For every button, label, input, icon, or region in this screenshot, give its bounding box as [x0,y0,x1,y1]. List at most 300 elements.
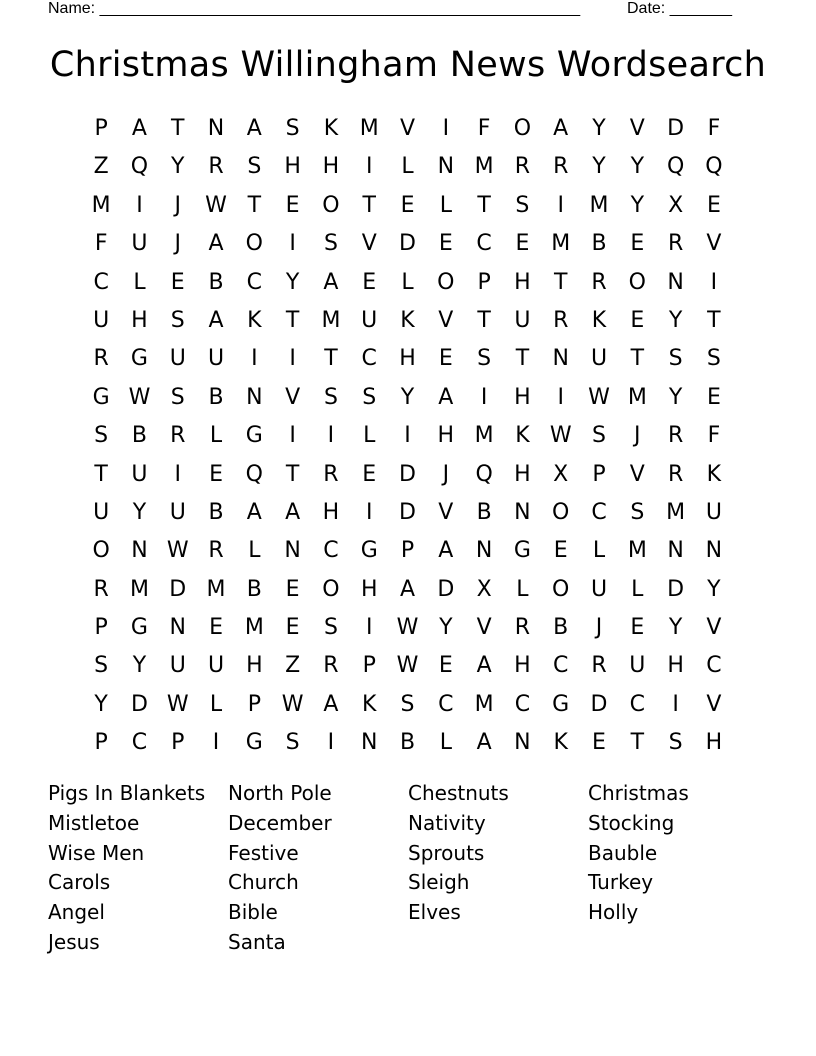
word-list-item: Wise Men [48,840,145,865]
grid-cell: D [130,691,148,717]
grid-cell: H [437,423,455,449]
grid-cell: E [706,384,721,410]
grid-cell: V [438,499,454,525]
grid-cell: A [476,653,492,679]
grid-cell: U [169,653,186,679]
grid-cell: M [91,192,111,218]
word-list-item: Turkey [588,870,654,895]
grid-cell: H [246,653,263,679]
grid-cell: T [477,307,491,333]
grid-cell: N [284,538,301,564]
grid-cell: S [94,653,109,679]
grid-cell: D [399,499,416,525]
grid-cell: R [93,346,109,372]
grid-cell: U [93,307,110,333]
word-list-item: Holly [588,900,639,925]
grid-cell: V [399,116,416,141]
grid-cell: O [92,538,110,564]
word-list-item: Stocking [588,810,675,835]
grid-cell: C [131,730,148,756]
grid-cell: E [285,192,300,218]
grid-cell: S [323,231,338,257]
grid-cell: M [359,116,379,141]
grid-cell: S [592,423,606,449]
grid-cell: P [400,538,415,564]
grid-cell: I [212,730,220,756]
grid-cell: E [438,653,453,679]
grid-cell: V [438,307,454,333]
grid-cell: M [474,154,494,180]
grid-cell: Y [592,116,606,141]
grid-cell: F [477,116,491,141]
grid-cell: V [285,384,301,410]
grid-cell: I [480,384,488,410]
grid-cell: I [365,154,373,180]
grid-cell: B [131,423,147,449]
grid-cell: G [552,691,570,717]
grid-cell: N [360,730,378,756]
grid-cell: I [289,346,296,372]
grid-cell: W [281,691,304,717]
grid-cell: O [513,116,532,141]
grid-cell: J [174,231,181,257]
grid-cell: E [285,576,300,602]
grid-cell: F [707,423,721,449]
grid-cell: Y [592,154,606,180]
grid-cell: N [705,538,723,564]
grid-cell: I [404,423,411,449]
grid-cell: S [630,499,645,525]
grid-cell: A [323,691,339,717]
grid-cell: E [438,231,453,257]
grid-cell: U [93,499,110,525]
grid-cell: H [284,154,301,180]
grid-cell: M [627,538,647,564]
grid-cell: K [515,423,530,449]
grid-cell: H [360,576,378,602]
grid-cell: X [553,461,569,487]
grid-cell: U [629,653,646,679]
grid-cell: H [514,653,531,679]
grid-cell: W [166,538,189,564]
grid-cell: T [707,307,721,333]
grid-cell: Q [705,154,723,180]
word-list-item: Elves [408,900,461,925]
grid-cell: Y [668,615,683,641]
grid-cell: D [399,461,416,487]
grid-cell: N [169,615,186,641]
grid-cell: S [247,154,262,180]
grid-cell: E [630,307,645,333]
grid-cell: Y [668,307,683,333]
grid-cell: R [667,423,684,449]
grid-cell: C [323,538,339,564]
grid-cell: P [592,461,606,487]
grid-cell: I [289,423,296,449]
grid-cell: A [246,499,262,525]
grid-cell: I [174,461,181,487]
grid-cell: V [361,231,377,257]
name-label: Name: ______________________________________________________ [48,0,581,17]
grid-cell: R [514,615,531,641]
grid-cell: Y [171,154,185,180]
grid-cell: R [667,461,684,487]
grid-cell: Z [93,154,109,180]
grid-cell: U [131,231,148,257]
grid-cell: S [323,384,338,410]
grid-cell: E [438,346,453,372]
word-list-item: Sprouts [408,840,485,865]
grid-cell: Y [400,384,415,410]
grid-cell: T [247,192,262,218]
grid-cell: K [323,116,339,141]
grid-cell: K [591,307,607,333]
grid-cell: A [438,538,454,564]
grid-cell: T [324,346,338,372]
grid-cell: M [551,231,571,257]
grid-cell: R [323,461,339,487]
grid-cell: L [401,154,414,180]
grid-cell: X [476,576,492,602]
grid-cell: T [171,116,185,141]
grid-cell: S [170,384,185,410]
grid-cell: T [285,307,300,333]
grid-cell: A [553,116,569,141]
grid-cell: D [667,576,685,602]
grid-cell: X [668,192,684,218]
grid-cell: A [246,116,262,141]
grid-cell: R [514,154,531,180]
grid-cell: C [438,691,454,717]
grid-cell: T [630,730,645,756]
grid-cell: P [94,615,108,641]
grid-cell: O [322,576,340,602]
grid-cell: C [706,653,722,679]
grid-cell: P [171,730,185,756]
grid-cell: B [591,231,607,257]
grid-cell: R [667,231,684,257]
grid-cell: M [589,192,609,218]
grid-cell: E [170,269,185,295]
grid-cell: I [442,116,450,141]
word-list-item: Santa [228,929,286,954]
word-list-item: Chestnuts [408,781,509,805]
grid-cell: E [630,231,645,257]
grid-cell: Z [285,653,301,679]
grid-cell: O [322,192,340,218]
grid-cell: D [667,116,685,141]
grid-cell: O [245,231,263,257]
grid-cell: E [706,192,721,218]
grid-cell: S [362,384,377,410]
grid-cell: R [591,653,607,679]
grid-cell: V [706,615,722,641]
grid-cell: N [246,384,263,410]
grid-cell: L [209,691,223,717]
grid-cell: O [552,499,570,525]
grid-cell: G [130,346,148,372]
grid-cell: B [553,615,569,641]
grid-cell: U [361,307,378,333]
grid-cell: Y [132,653,147,679]
grid-cell: R [208,154,224,180]
grid-cell: R [553,307,569,333]
grid-cell: E [400,192,415,218]
grid-cell: R [323,653,339,679]
grid-cell: M [206,576,226,602]
grid-cell: E [515,231,530,257]
grid-cell: S [706,346,721,372]
grid-cell: Y [707,576,721,602]
grid-cell: R [170,423,186,449]
grid-cell: B [208,269,224,295]
word-list-item: Pigs In Blankets [48,781,206,805]
grid-cell: N [437,154,455,180]
grid-cell: H [514,269,531,295]
grid-cell: T [362,192,376,218]
grid-cell: N [207,116,225,141]
grid-cell: A [208,231,224,257]
grid-cell: S [94,423,109,449]
word-list-item: Church [228,870,299,895]
grid-cell: V [706,691,722,717]
page-title: Christmas Willingham News Wordsearch [49,45,767,85]
grid-cell: U [207,346,225,372]
grid-cell: V [629,116,645,141]
grid-cell: N [514,499,531,525]
grid-cell: N [552,346,569,372]
grid-cell: H [514,461,531,487]
grid-cell: N [131,538,148,564]
grid-cell: K [247,307,262,333]
grid-cell: D [169,576,187,602]
grid-cell: Y [668,384,683,410]
grid-cell: E [630,615,645,641]
grid-cell: M [244,615,264,641]
grid-cell: K [400,307,415,333]
grid-cell: M [627,384,647,410]
grid-cell: J [442,461,450,487]
grid-cell: N [475,538,493,564]
grid-cell: F [94,231,108,257]
grid-cell: G [130,615,148,641]
grid-cell: H [667,653,684,679]
grid-cell: E [209,615,223,641]
word-list-item: Angel [48,900,105,925]
grid-cell: O [628,269,646,295]
grid-cell: E [362,269,377,295]
grid-cell: T [630,346,645,372]
grid-cell: W [396,653,419,679]
grid-cell: A [285,499,301,525]
grid-cell: H [322,154,340,180]
grid-cell: G [245,730,263,756]
grid-cell: I [710,269,718,295]
grid-cell: U [131,461,148,487]
grid-cell: W [166,691,189,717]
grid-cell: J [634,423,641,449]
grid-cell: V [706,231,722,257]
grid-cell: C [553,653,569,679]
grid-cell: W [549,423,572,449]
grid-cell: W [396,615,419,641]
grid-cell: V [476,615,492,641]
grid-cell: H [322,499,340,525]
word-list-item: Festive [228,840,299,865]
grid-cell: W [205,192,227,218]
grid-cell: D [590,691,608,717]
grid-cell: A [208,307,224,333]
grid-cell: E [209,461,223,487]
grid-cell: M [474,691,494,717]
grid-cell: L [363,423,376,449]
grid-cell: L [516,576,529,602]
grid-cell: Y [285,269,300,295]
grid-cell: I [365,615,373,641]
word-list-item: December [228,810,332,835]
grid-cell: T [94,461,108,487]
word-list-item: Bauble [588,840,658,865]
grid-cell: R [208,538,224,564]
grid-cell: Q [130,154,149,180]
grid-cell: E [285,615,300,641]
grid-cell: H [705,730,723,756]
grid-cell: B [399,730,416,756]
grid-cell: E [592,730,606,756]
grid-cell: W [588,384,610,410]
grid-cell: I [327,423,335,449]
grid-cell: S [285,116,300,141]
grid-cell: C [361,346,377,372]
grid-cell: L [401,269,414,295]
grid-cell: E [362,461,377,487]
grid-cell: S [170,307,185,333]
grid-cell: K [706,461,722,487]
grid-cell: U [169,346,186,372]
grid-cell: W [128,384,151,410]
grid-cell: A [438,384,454,410]
grid-cell: N [667,269,684,295]
grid-cell: U [207,653,225,679]
grid-cell: Y [630,192,645,218]
grid-cell: R [93,576,109,602]
grid-cell: C [93,269,109,295]
grid-cell: L [439,730,452,756]
grid-cell: I [327,730,335,756]
grid-cell: C [476,231,492,257]
word-list-item: Jesus [48,929,100,954]
grid-cell: U [514,307,531,333]
word-list-item: North Pole [228,781,332,805]
grid-cell: U [590,346,608,372]
grid-cell: B [208,384,224,410]
grid-cell: I [365,499,373,525]
grid-cell: S [400,691,415,717]
grid-cell: K [362,691,377,717]
grid-cell: L [631,576,644,602]
grid-cell: M [474,423,494,449]
grid-cell: T [515,346,530,372]
grid-cell: G [92,384,110,410]
grid-cell: I [289,231,296,257]
grid-cell: T [285,461,300,487]
grid-cell: P [247,691,261,717]
grid-cell: U [705,499,722,525]
grid-cell: M [321,307,341,333]
grid-cell: U [590,576,608,602]
grid-cell: N [667,538,684,564]
date-label: Date: _______ [627,0,732,17]
grid-cell: C [514,691,531,717]
grid-cell: C [246,269,263,295]
grid-cell: M [129,576,149,602]
grid-cell: I [136,192,143,218]
grid-cell: L [592,538,606,564]
grid-cell: G [513,538,531,564]
grid-cell: G [360,538,378,564]
grid-cell: Y [132,499,147,525]
grid-cell: B [208,499,224,525]
grid-cell: B [246,576,262,602]
grid-cell: I [672,691,679,717]
grid-cell: Q [666,154,685,180]
grid-cell: F [707,116,721,141]
grid-cell: M [666,499,686,525]
grid-cell: B [476,499,492,525]
grid-cell: T [477,192,491,218]
word-list-item: Sleigh [408,870,470,895]
grid-cell: J [595,615,603,641]
grid-cell: Q [245,461,263,487]
grid-cell: S [285,730,300,756]
grid-cell: I [251,346,258,372]
grid-cell: C [629,691,645,717]
word-list-item: Mistletoe [48,810,140,835]
grid-cell: H [399,346,416,372]
grid-cell: L [439,192,452,218]
word-list [48,779,768,958]
grid-cell: L [209,423,223,449]
grid-cell: H [131,307,148,333]
grid-cell: U [169,499,186,525]
grid-cell: O [437,269,455,295]
grid-cell: A [131,116,147,141]
grid-cell: R [553,154,569,180]
grid-cell: N [514,730,531,756]
grid-cell: P [362,653,376,679]
grid-cell: O [552,576,570,602]
grid-cell: S [323,615,338,641]
grid-cell: L [248,538,261,564]
grid-cell: P [94,730,108,756]
grid-cell: Y [630,154,645,180]
grid-cell: Y [94,691,108,717]
word-list-item: Christmas [588,781,689,805]
grid-cell: T [553,269,568,295]
grid-cell: P [94,116,108,141]
grid-cell: A [399,576,416,602]
grid-cell: S [477,346,492,372]
grid-cell: L [133,269,146,295]
grid-cell: R [591,269,607,295]
grid-cell: G [245,423,263,449]
grid-cell: I [557,384,564,410]
grid-cell: V [629,461,645,487]
grid-cell: A [323,269,339,295]
grid-cell: J [174,192,181,218]
header-line [48,0,748,20]
grid-cell: C [591,499,607,525]
